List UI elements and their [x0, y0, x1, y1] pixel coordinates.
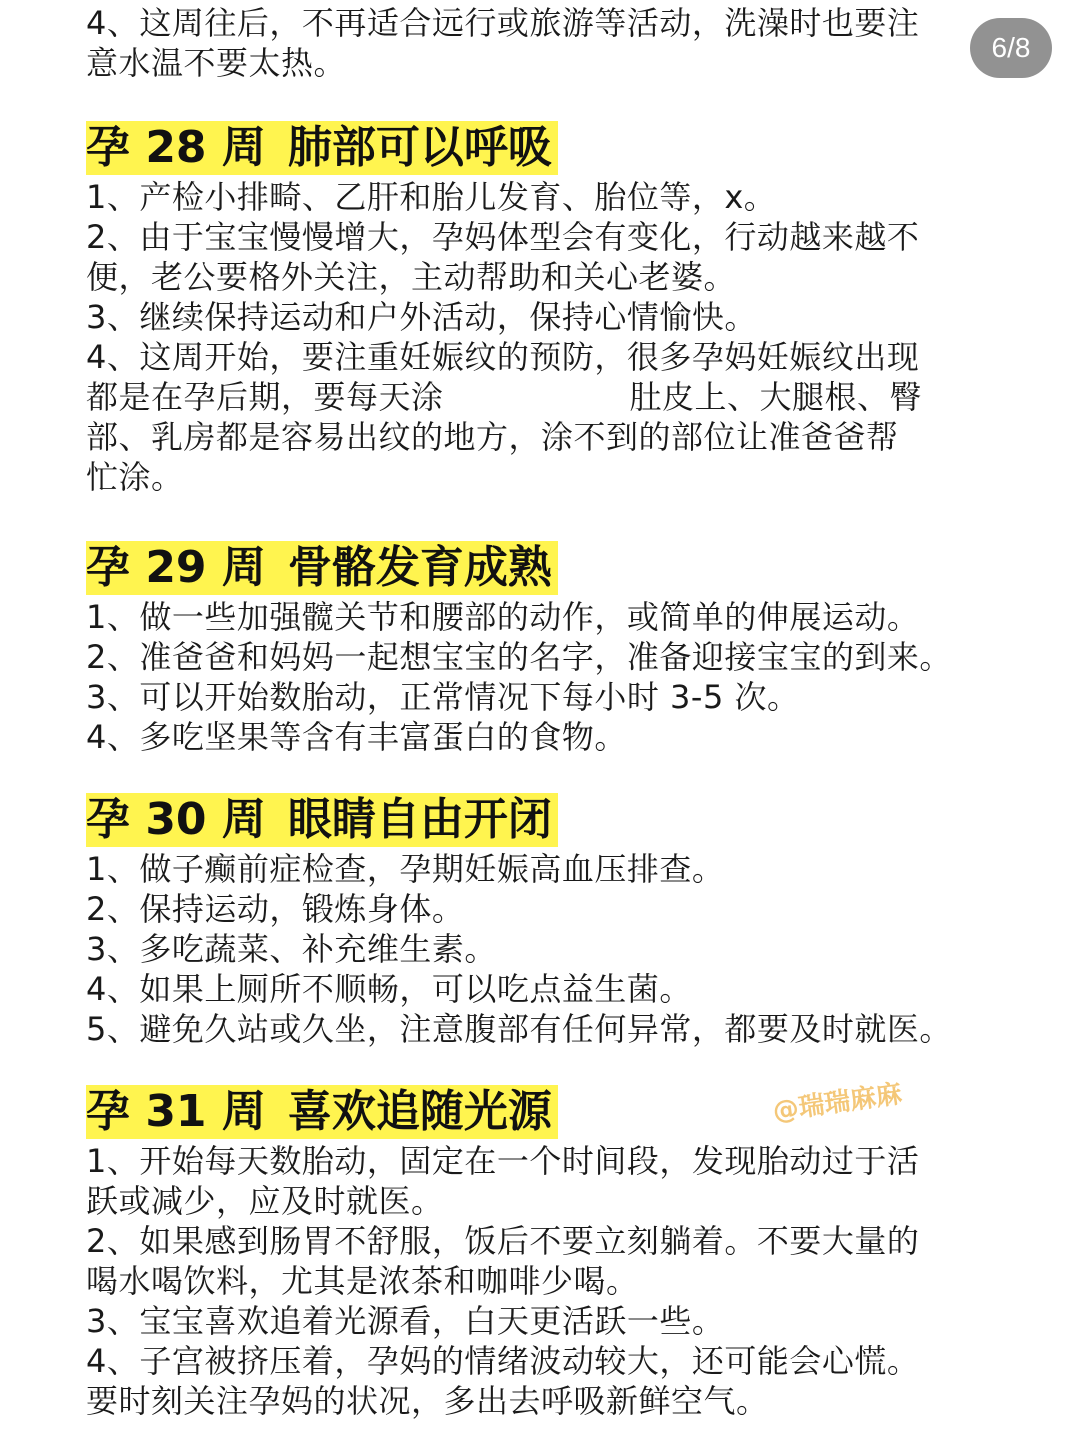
week-label: 孕 31 周: [86, 1086, 266, 1137]
watermark-text: @瑞瑞麻麻: [770, 1079, 904, 1127]
text-line: 2、如果感到肠胃不舒服，饭后不要立刻躺着。不要大量的: [86, 1222, 920, 1260]
section-heading: [86, 121, 558, 175]
text-line: 2、保持运动，锻炼身体。: [86, 890, 465, 928]
text-line: 4、子宫被挤压着，孕妈的情绪波动较大，还可能会心慌。: [86, 1342, 920, 1380]
text-line: 4、如果上厕所不顺畅，可以吃点益生菌。: [86, 970, 692, 1008]
section-heading: [86, 541, 558, 595]
article-body: [86, 0, 996, 1421]
week-title: 肺部可以呼吸: [287, 122, 552, 173]
text-line: 1、产检小排畸、乙肝和胎儿发育、胎位等，x。: [86, 178, 777, 216]
text-line: 意水温不要太热。: [86, 44, 347, 82]
section-week-31: [86, 1085, 996, 1421]
text-line: 4、这周开始，要注重妊娠纹的预防，很多孕妈妊娠纹出现: [86, 338, 920, 376]
text-line: 3、继续保持运动和户外活动，保持心情愉快。: [86, 298, 757, 336]
week-title: 骨骼发育成熟: [287, 542, 552, 593]
week-label: 孕 28 周: [86, 122, 266, 173]
section-heading: [86, 793, 558, 847]
text-line: 部、乳房都是容易出纹的地方，涂不到的部位让准爸爸帮: [86, 418, 899, 456]
text-line: 2、由于宝宝慢慢增大，孕妈体型会有变化，行动越来越不: [86, 218, 920, 256]
text-line: 3、多吃蔬菜、补充维生素。: [86, 930, 497, 968]
text-line: [86, 377, 996, 417]
week-title: 喜欢追随光源: [287, 1086, 552, 1137]
text-fragment: 肚皮上、大腿根、臀: [629, 378, 923, 416]
page-indicator-badge[interactable]: 6/8: [970, 18, 1052, 78]
text-fragment: 都是在孕后期，要每天涂: [86, 378, 444, 416]
text-line: 3、可以开始数胎动，正常情况下每小时 3-5 次。: [86, 678, 800, 716]
text-line: 1、开始每天数胎动，固定在一个时间段，发现胎动过于活: [86, 1142, 920, 1180]
text-line: 喝水喝饮料，尤其是浓茶和咖啡少喝。: [86, 1262, 639, 1300]
text-line: 4、多吃坚果等含有丰富蛋白的食物。: [86, 718, 627, 756]
intro-block: [86, 3, 996, 83]
text-line: 1、做一些加强髋关节和腰部的动作，或简单的伸展运动。: [86, 598, 920, 636]
week-label: 孕 30 周: [86, 794, 266, 845]
text-line: 要时刻关注孕妈的状况，多出去呼吸新鲜空气。: [86, 1382, 769, 1420]
text-line: 1、做子癫前症检查，孕期妊娠高血压排查。: [86, 850, 725, 888]
text-line: 5、避免久站或久坐，注意腹部有任何异常，都要及时就医。: [86, 1010, 952, 1048]
week-title: 眼睛自由开闭: [287, 794, 552, 845]
text-line: 2、准爸爸和妈妈一起想宝宝的名字，准备迎接宝宝的到来。: [86, 638, 952, 676]
text-line: 3、宝宝喜欢追着光源看，白天更活跃一些。: [86, 1302, 725, 1340]
section-week-28: [86, 121, 996, 497]
text-line: 跃或减少，应及时就医。: [86, 1182, 444, 1220]
section-week-30: [86, 793, 996, 1049]
text-line: 忙涂。: [86, 458, 184, 496]
text-line: 便，老公要格外关注，主动帮助和关心老婆。: [86, 258, 737, 296]
week-label: 孕 29 周: [86, 542, 266, 593]
text-line: 4、这周往后，不再适合远行或旅游等活动，洗澡时也要注: [86, 4, 920, 42]
section-heading: [86, 1085, 558, 1139]
section-week-29: [86, 541, 996, 757]
